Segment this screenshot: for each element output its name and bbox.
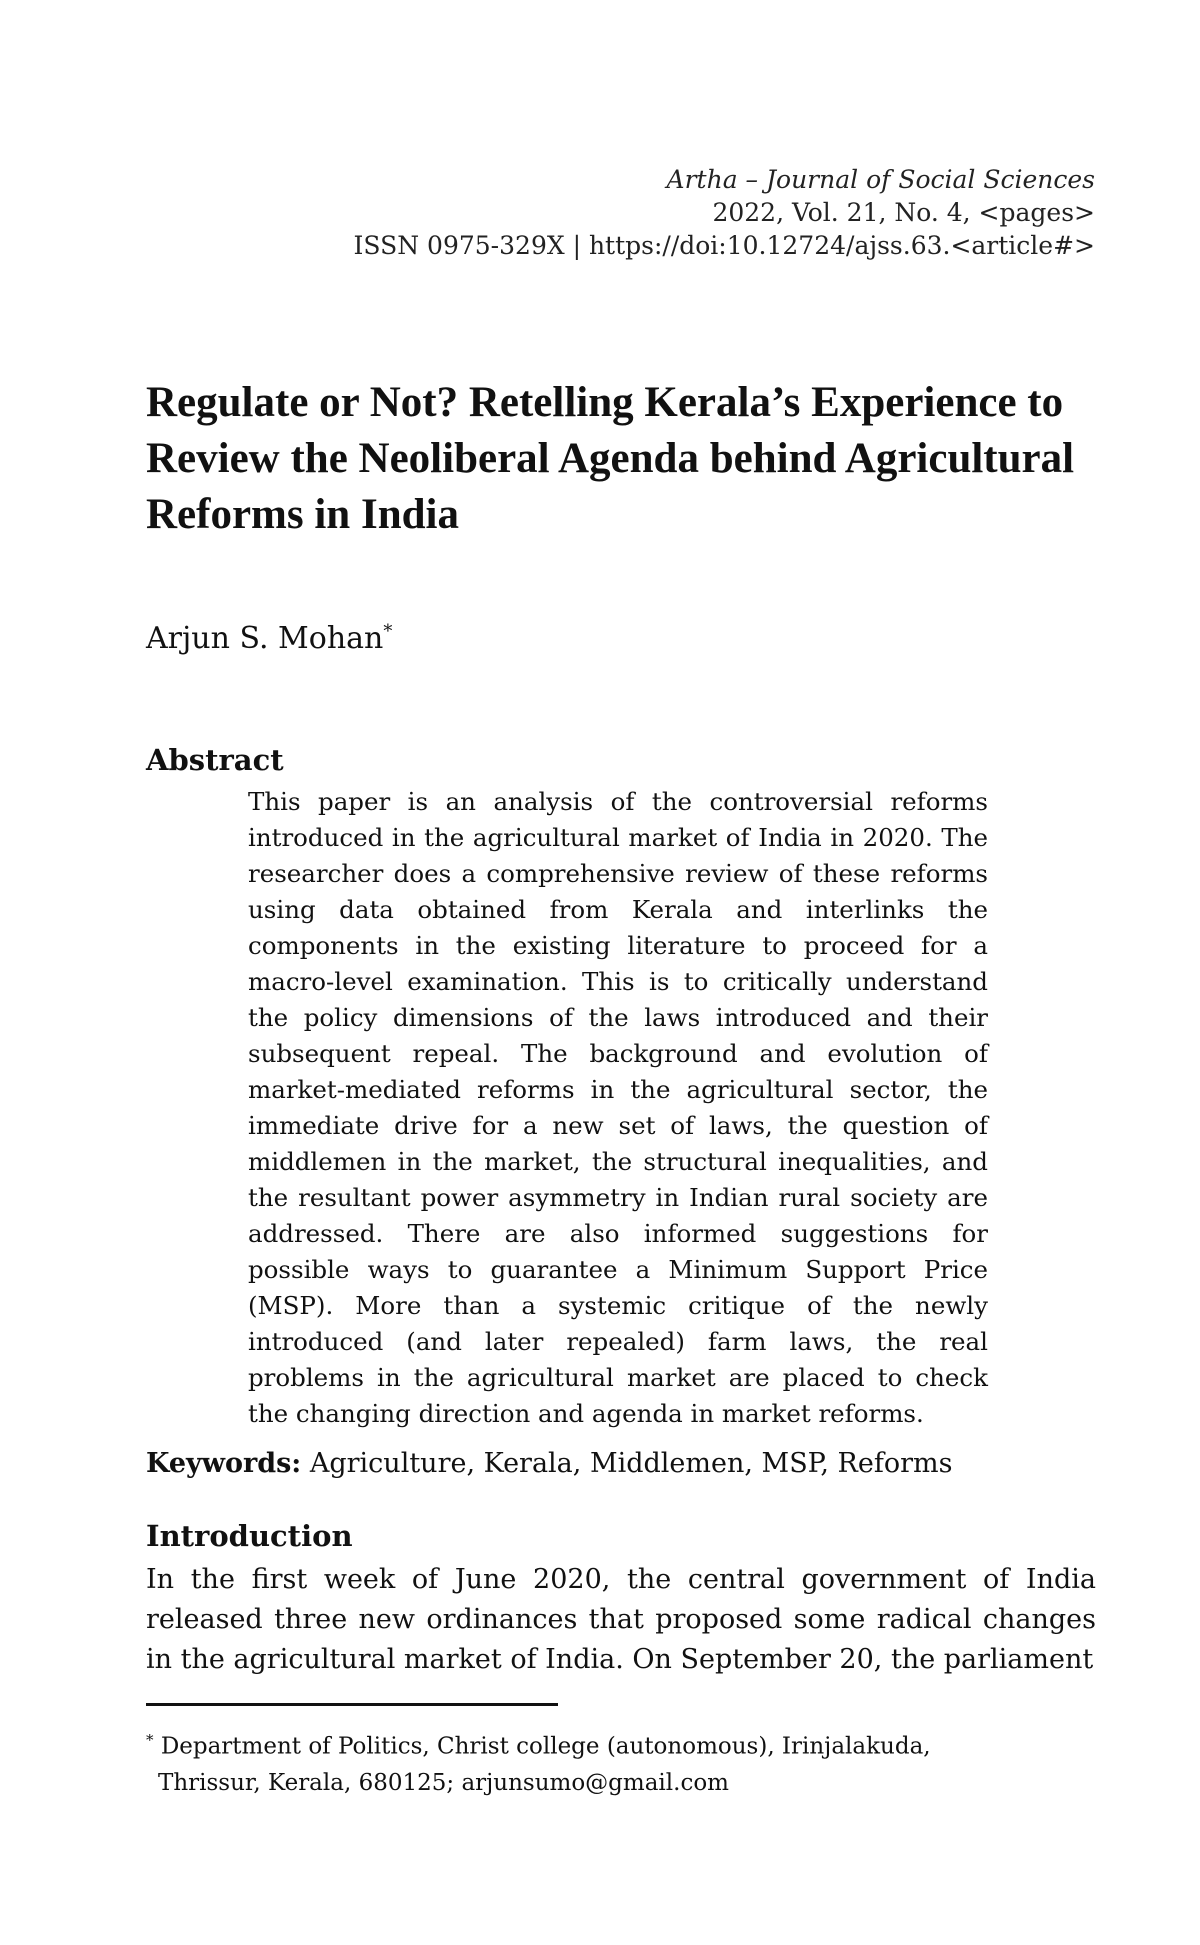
footnote-divider [146, 1703, 558, 1706]
keywords-values: Agriculture, Kerala, Middlemen, MSP, Reforms [309, 1448, 953, 1479]
introduction-heading: Introduction [146, 1519, 353, 1553]
footnote-marker: * [146, 1731, 154, 1749]
author-name: Arjun S. Mohan [146, 621, 384, 656]
keywords [146, 1446, 952, 1482]
abstract-text: This paper is an analysis of the controversial reforms introduced in the agricultural market of India in 2020. The researcher does a comprehensive review of these reforms using data obtained from Kerala and interlinks the components in the existing literature to proceed for a macro-level examination. This is to critically understand the policy dimensions of the laws introduced and their subsequent repeal. The background and evolution of market-mediated reforms in the agricultural sector, the immediate drive for a new set of laws, the question of middlemen in the market, the structural inequalities, and the resultant power asymmetry in Indian rural society are addressed. There are also informed suggestions for possible ways to guarantee a Minimum Support Price (MSP). More than a systemic critique of the newly introduced (and later repealed) farm laws, the real problems in the agricultural market are placed to check the changing direction and agenda in market reforms. [248, 787, 988, 1428]
volume-line: 2022, Vol. 21, No. 4, <pages> [712, 198, 1095, 227]
introduction-text: In the first week of June 2020, the central government of India released three new ordinances that proposed some radical changes in the agricultural market of India. On September 20, the parliament [146, 1564, 1096, 1675]
author-footnote-marker: * [383, 621, 393, 642]
author-line [146, 612, 392, 659]
journal-header [354, 163, 1095, 262]
footnote [146, 1722, 1046, 1801]
article-title: Regulate or Not? Retelling Kerala’s Experience to Review the Neoliberal Agenda behind Agricultural Reforms in India [146, 379, 1075, 538]
abstract-heading: Abstract [146, 743, 284, 777]
footnote-affiliation: Department of Politics, Christ college (autonomous), Irinjalakuda, [160, 1733, 931, 1760]
journal-name: Artha – Journal of Social Sciences [666, 165, 1095, 194]
footnote-address-email: Thrissur, Kerala, 680125; arjunsumo@gmail.com [158, 1769, 729, 1796]
issn-doi-line: ISSN 0975-329X | https://doi:10.12724/ajss.63.<article#> [353, 231, 1095, 260]
keywords-label: Keywords: [146, 1448, 302, 1479]
